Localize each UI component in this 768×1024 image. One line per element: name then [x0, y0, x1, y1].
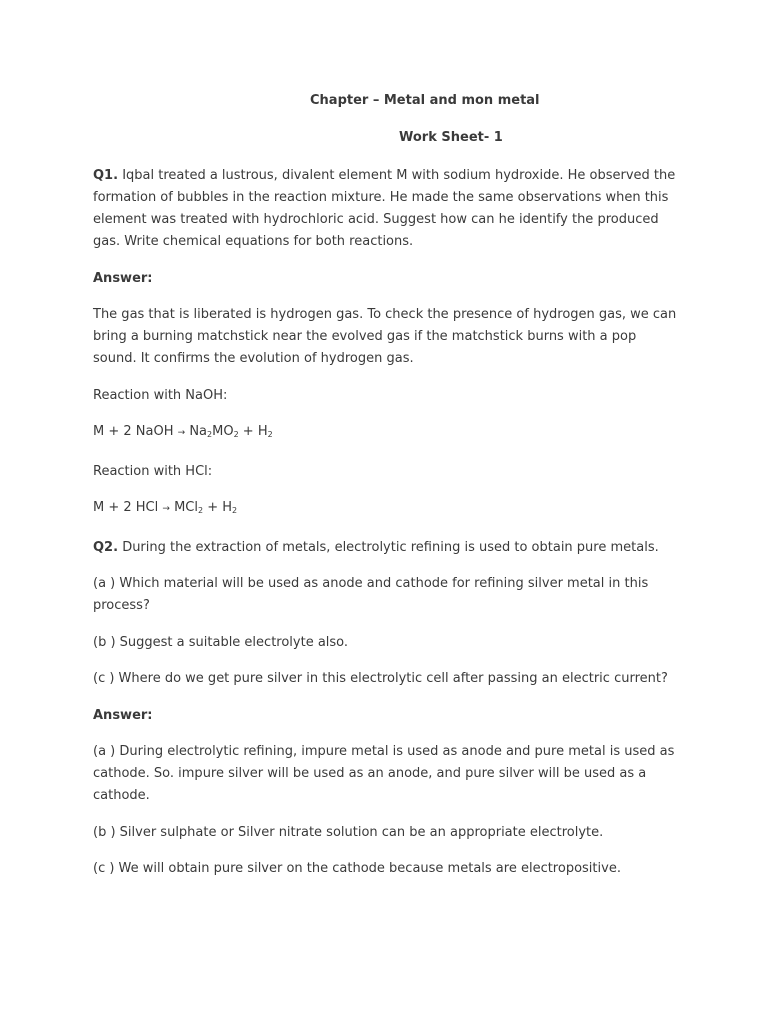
equation-naoh: M + 2 NaOH → $Na_2MO_2 + H_2$: [93, 424, 273, 439]
answer-2-a: (a ) During electrolytic refining, impure metal is used as anode and pure metal is used as cathode. So. impure silver will be used as an anode, and pure silver will be used as a cathode.: [93, 744, 675, 803]
arrow-icon: →: [162, 504, 170, 514]
question-1-text: Iqbal treated a lustrous, divalent element M with sodium hydroxide. He observed the formation of bubbles in the reaction mixture. He made the same observations when this element was treated with hydrochloric acid. Suggest how can he identify the produced gas. Write chemical equations for both reactions.: [93, 168, 676, 249]
question-2-text: During the extraction of metals, electrolytic refining is used to obtain pure metals.: [122, 539, 659, 555]
answer-1-text: The gas that is liberated is hydrogen gas. To check the presence of hydrogen gas, we can bring a burning matchstick near the evolved gas if the matchstick burns with a pop sound. It confirms the evolution of hydrogen gas.: [93, 307, 677, 366]
arrow-icon: →: [177, 428, 186, 438]
answer-2-b: (b ) Silver sulphate or Silver nitrate solution can be an appropriate electrolyte.: [93, 824, 604, 840]
answer-2-c: (c ) We will obtain pure silver on the cathode because metals are electropositive.: [93, 861, 621, 876]
question-2-c: (c ) Where do we get pure silver in this electrolytic cell after passing an electric current?: [93, 671, 668, 686]
question-1: [93, 165, 683, 253]
question-2-a: (a ) Which material will be used as anode and cathode for refining silver metal in this process?: [93, 576, 649, 613]
question-2: [93, 537, 683, 559]
reaction-naoh-label: Reaction with NaOH:: [93, 387, 228, 403]
answer-1-label: Answer:: [93, 270, 153, 286]
equation-hcl: M + 2 HCl → $MCl_2 + H_2$: [93, 500, 238, 515]
reaction-hcl-label: Reaction with HCl:: [93, 463, 213, 479]
chapter-title: Chapter – Metal and mon metal: [310, 93, 540, 108]
worksheet-title: Work Sheet- 1: [399, 130, 503, 145]
question-2-b: (b ) Suggest a suitable electrolyte also.: [93, 634, 349, 650]
worksheet-body: [93, 165, 683, 895]
answer-2-label: Answer:: [93, 707, 153, 723]
question-1-label: Q1.: [93, 168, 119, 183]
question-2-label: Q2.: [93, 539, 119, 555]
